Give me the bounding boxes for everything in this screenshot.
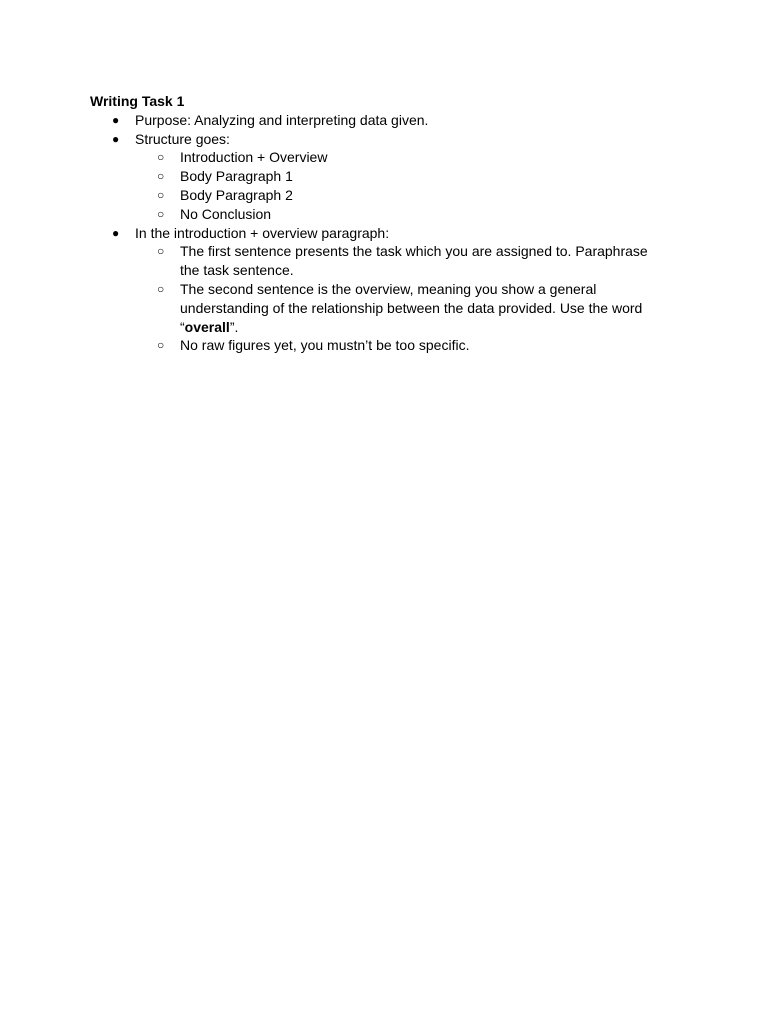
bullet-text: In the introduction + overview paragraph: xyxy=(135,224,390,241)
sub-bullet-icon: ○ xyxy=(157,281,165,296)
subitem-body-1 xyxy=(135,167,680,186)
subitem-conclusion xyxy=(135,205,680,224)
sub-bullet-icon: ○ xyxy=(157,244,165,259)
main-bullet-list xyxy=(90,111,680,355)
text-run: ”. xyxy=(229,318,239,335)
bullet-text: Purpose: Analyzing and interpreting data given. xyxy=(135,111,429,128)
subitem-no-raw-figures xyxy=(135,336,680,355)
bullet-icon: ● xyxy=(112,131,120,146)
subitem-text: Body Paragraph 2 xyxy=(180,186,293,203)
sub-bullet-icon: ○ xyxy=(157,206,165,221)
subitem-body-2 xyxy=(135,186,680,205)
bold-keyword: overall xyxy=(184,318,230,335)
subitem-text: Body Paragraph 1 xyxy=(180,168,293,185)
subitem-first-sentence xyxy=(135,242,680,280)
structure-sublist xyxy=(135,148,680,223)
sub-bullet-icon: ○ xyxy=(157,187,165,202)
bullet-text: Structure goes: xyxy=(135,130,230,147)
sub-bullet-icon: ○ xyxy=(157,338,165,353)
sub-bullet-icon: ○ xyxy=(157,150,165,165)
subitem-introduction xyxy=(135,148,680,167)
bullet-structure xyxy=(90,130,680,224)
sub-bullet-icon: ○ xyxy=(157,169,165,184)
bullet-purpose xyxy=(90,111,680,130)
subitem-text: Introduction + Overview xyxy=(180,149,328,166)
subitem-text xyxy=(180,280,670,336)
text-run: The second sentence is the overview, meaning you show a general understanding of the relationship between the data provided. Use the word “ xyxy=(180,280,643,335)
document-body xyxy=(90,92,680,355)
subitem-text: The first sentence presents the task which you are assigned to. Paraphrase the task sentence. xyxy=(180,243,648,279)
bullet-icon: ● xyxy=(112,112,120,127)
subitem-second-sentence xyxy=(135,280,680,336)
document-title: Writing Task 1 xyxy=(90,93,185,109)
bullet-icon: ● xyxy=(112,225,120,240)
intro-sublist xyxy=(135,242,680,355)
subitem-text: No raw figures yet, you mustn’t be too specific. xyxy=(180,337,470,354)
subitem-text: No Conclusion xyxy=(180,205,272,222)
bullet-intro-paragraph xyxy=(90,224,680,356)
